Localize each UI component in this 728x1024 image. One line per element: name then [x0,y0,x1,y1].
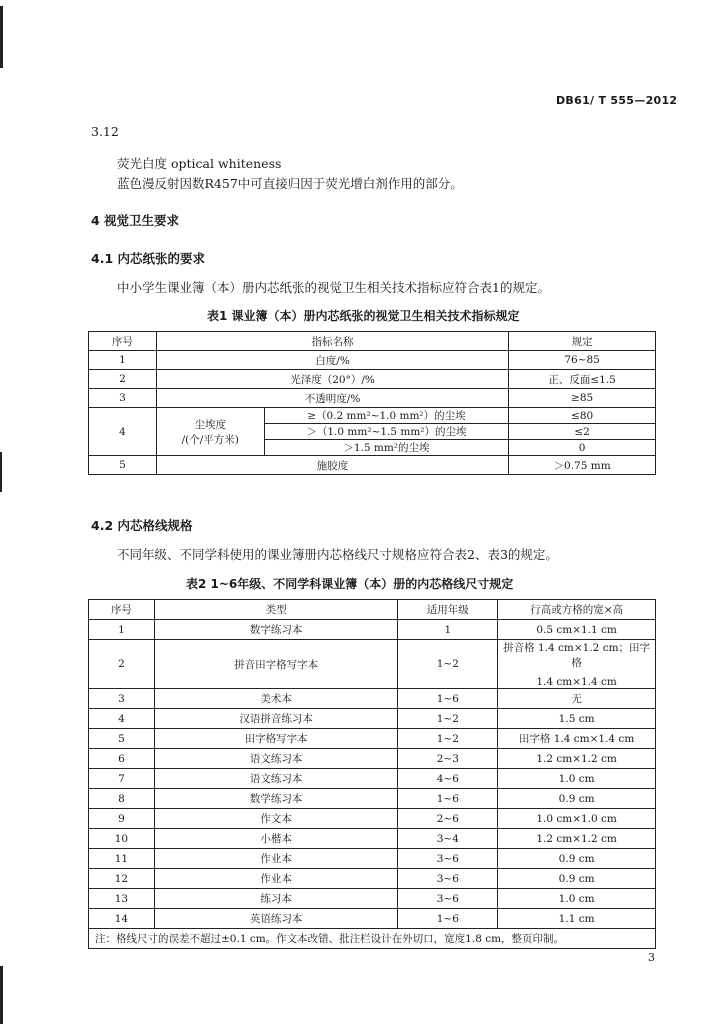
table-1 [88,331,656,475]
table-row-size: 田字格 1.4 cm×1.4 cm [498,729,656,749]
table-row-size: 1.0 cm [498,889,656,909]
table-row [89,769,656,789]
table-row-type: 作业本 [154,849,398,869]
table-row-size-line: 1.4 cm×1.4 cm [536,676,617,688]
table-row-size: 1.0 cm×1.0 cm [498,809,656,829]
table-row-no: 2 [89,370,157,389]
table-row-type: 语文练习本 [154,749,398,769]
table-row [89,829,656,849]
table-row-no: 2 [89,640,155,689]
table-1-caption: 表1 课业簿（本）册内芯纸张的视觉卫生相关技术指标规定 [207,309,520,323]
table-row-size: 0.9 cm [498,849,656,869]
section-3-12-number: 3.12 [91,124,119,139]
page-number: 3 [648,951,655,964]
table-row-no: 13 [89,889,155,909]
table-row-size [498,640,656,689]
table-row-no: 5 [89,729,155,749]
table-row-name: 光泽度（20°）/% [156,370,508,389]
table-row [89,749,656,769]
table-row-subname: ≥（0.2 mm²~1.0 mm²）的尘埃 [264,408,509,424]
table-row-type: 数学练习本 [154,789,398,809]
table-row [89,789,656,809]
table-row-name: 施胶度 [156,456,508,475]
table-row-type: 拼音田字格写字本 [154,640,398,689]
dust-degree-unit: /(个/平方米) [181,433,239,446]
table-row [89,809,656,829]
table-row-type: 练习本 [154,889,398,909]
table-row-spec: 76~85 [509,351,656,370]
dust-degree-label [156,408,264,456]
table-2-note: 注：格线尺寸的误差不超过±0.1 cm。作文本改错、批注栏设计在外切口，宽度1.8 cm，整页印制。 [89,929,656,949]
table-row [89,849,656,869]
table-row [89,869,656,889]
table-row-type: 小楷本 [154,829,398,849]
section-4-title: 4 视觉卫生要求 [91,213,180,228]
section-4-2-title: 4.2 内芯格线规格 [91,518,193,533]
table-row-grade: 2~6 [398,809,498,829]
table-row [89,889,656,909]
term-fluorescent-whiteness: 荧光白度 optical whiteness [117,156,282,171]
table-2-header-no: 序号 [89,600,155,620]
table-row-size-line: 拼音格 1.4 cm×1.2 cm；田字格 [503,642,651,669]
section-4-1-title: 4.1 内芯纸张的要求 [91,251,205,266]
table-1-header-no: 序号 [89,332,157,351]
table-row [89,909,656,929]
table-row-spec: ≥85 [509,389,656,408]
table-row-grade: 3~6 [398,849,498,869]
table-1-header-spec: 规定 [509,332,656,351]
table-row-type: 美术本 [154,689,398,709]
table-row-no: 1 [89,351,157,370]
table-row-spec: 正、反面≤1.5 [509,370,656,389]
table-row-spec: ＞0.75 mm [509,456,656,475]
table-row-size: 1.2 cm×1.2 cm [498,829,656,849]
table-row-grade: 2~3 [398,749,498,769]
table-row-no: 8 [89,789,155,809]
table-row-type: 英语练习本 [154,909,398,929]
table-row-no: 12 [89,869,155,889]
table-row-grade: 3~6 [398,889,498,909]
table-row [89,640,656,689]
term-definition: 蓝色漫反射因数R457中可直接归因于荧光增白剂作用的部分。 [117,176,463,191]
table-row-type: 数字练习本 [154,620,398,640]
table-row-size: 0.9 cm [498,789,656,809]
table-row-type: 作业本 [154,869,398,889]
table-row-grade: 3~6 [398,869,498,889]
table-row-grade: 1~6 [398,909,498,929]
table-row-no: 3 [89,689,155,709]
table-2-caption: 表2 1~6年级、不同学科课业簿（本）册的内芯格线尺寸规定 [186,577,514,591]
table-row [89,709,656,729]
table-row-grade: 3~4 [398,829,498,849]
table-row-grade: 4~6 [398,769,498,789]
table-row-name: 白度/% [156,351,508,370]
table-row-size: 1.2 cm×1.2 cm [498,749,656,769]
table-row-type: 田字格写字本 [154,729,398,749]
scan-edge-mark [0,452,2,492]
table-row-grade: 1~6 [398,689,498,709]
table-row-grade: 1 [398,620,498,640]
table-row-grade: 1~2 [398,709,498,729]
table-row-size: 无 [498,689,656,709]
table-row-no: 4 [89,709,155,729]
dust-degree-name: 尘埃度 [194,418,226,431]
table-row-spec: ≤2 [509,424,656,440]
table-2-header-size: 行高或方格的宽×高 [498,600,656,620]
table-row-spec: 0 [509,440,656,456]
table-row [89,620,656,640]
table-row-grade: 1~6 [398,789,498,809]
table-row-type: 作文本 [154,809,398,829]
table-2 [88,599,656,949]
table-row-no: 9 [89,809,155,829]
table-row-size: 1.1 cm [498,909,656,929]
table-row-no: 3 [89,389,157,408]
scan-edge-mark [0,966,3,1024]
section-4-1-paragraph: 中小学生课业簿（本）册内芯纸张的视觉卫生相关技术指标应符合表1的规定。 [117,280,550,295]
table-row-no: 6 [89,749,155,769]
table-row-no: 4 [89,408,157,456]
table-row-size: 0.9 cm [498,869,656,889]
table-row [89,729,656,749]
document-code-header: DB61/ T 555—2012 [556,94,678,107]
table-row-type: 汉语拼音练习本 [154,709,398,729]
table-1-header-name: 指标名称 [156,332,508,351]
table-row-no: 10 [89,829,155,849]
table-row-no: 11 [89,849,155,869]
table-row-no: 7 [89,769,155,789]
section-4-2-paragraph: 不同年级、不同学科使用的课业簿册内芯格线尺寸规格应符合表2、表3的规定。 [117,547,558,562]
table-row-grade: 1~2 [398,729,498,749]
table-row-subname: ＞1.5 mm²的尘埃 [264,440,509,456]
scan-edge-mark [0,6,3,68]
table-row-spec: ≤80 [509,408,656,424]
table-row-size: 1.0 cm [498,769,656,789]
table-row-subname: ＞（1.0 mm²~1.5 mm²）的尘埃 [264,424,509,440]
table-row [89,689,656,709]
table-row-size: 1.5 cm [498,709,656,729]
table-row-name: 不透明度/% [156,389,508,408]
table-row-no: 1 [89,620,155,640]
table-2-header-grade: 适用年级 [398,600,498,620]
table-row-type: 语文练习本 [154,769,398,789]
table-row-no: 5 [89,456,157,475]
table-row-no: 14 [89,909,155,929]
table-row-size: 0.5 cm×1.1 cm [498,620,656,640]
table-row-grade: 1~2 [398,640,498,689]
table-2-header-type: 类型 [154,600,398,620]
